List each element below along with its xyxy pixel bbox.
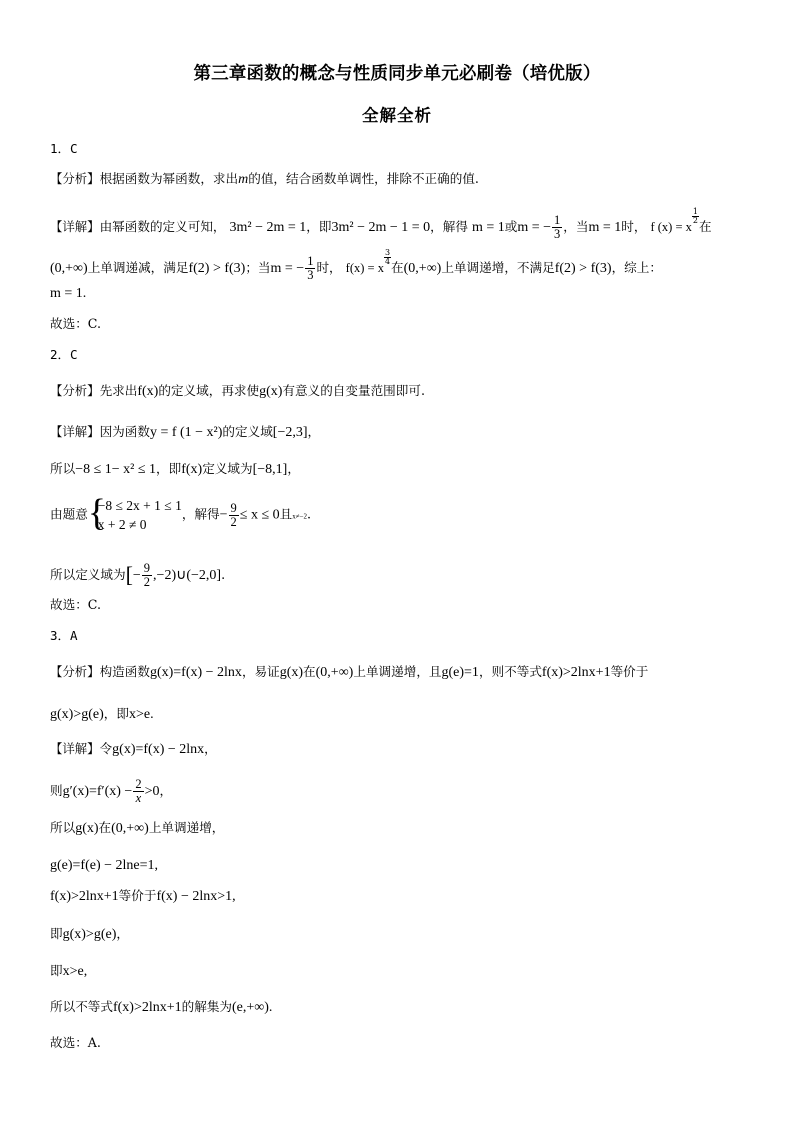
problem-2-answer: 故选：C.: [50, 597, 101, 612]
problem-3-detail-line-3: [50, 820, 224, 837]
problem-3-detail-line-5: [50, 888, 236, 905]
equation-system: { −8 ≤ 2x + 1 ≤ 1 x + 2 ≠ 0: [87, 492, 182, 534]
problem-3-answer: 故选：A.: [50, 1035, 101, 1050]
math-var: m: [238, 172, 249, 187]
problem-2-detail-line-4: 所以定义域为[− $\frac{9}{2}$ ,−2)∪(−2,0].: [50, 561, 226, 589]
math: g(x): [75, 821, 99, 836]
text: 构造函数: [99, 664, 150, 679]
problem-2-detail-line-3: 由题意 { −8 ≤ 2x + 1 ≤ 1 x + 2 ≠ 0 ，解得− $\frac{9}{2}$ ≤ x ≤ 0且x≠−2.: [50, 492, 312, 534]
math: f(x): [137, 384, 159, 399]
text: 且: [279, 506, 293, 522]
math: f(2) > f(3): [188, 261, 246, 276]
fraction: $\frac{1}{3}$: [554, 213, 561, 241]
math-small: x≠−2: [292, 512, 308, 521]
problem-3-analysis-line-2: [50, 706, 154, 723]
analysis-tag: 【分析】: [50, 171, 100, 186]
detail-tag: 【详解】: [50, 219, 100, 234]
problem-1-number: 1．C: [50, 141, 78, 156]
detail-tag: 【详解】: [50, 424, 100, 439]
text: ，解得: [430, 219, 468, 234]
problem-2-analysis: [50, 383, 425, 400]
math: g(x): [279, 665, 304, 680]
math: f(x)>2lnx+1: [112, 1000, 182, 1015]
text: 先求出: [99, 383, 138, 398]
text: 在: [303, 664, 316, 679]
math: [−8,1]: [252, 462, 288, 477]
math: (0,+∞): [111, 821, 149, 836]
math: g′(x)=f′(x) −: [62, 784, 133, 799]
math: >0: [144, 784, 160, 799]
exponent-fraction: $\frac{3}{4}$: [384, 248, 391, 266]
math: g(x)>g(e): [50, 707, 104, 722]
text: 在: [391, 260, 404, 275]
math: ,−2)∪(−2,0]: [153, 568, 222, 583]
math: (e,+∞).: [232, 1000, 273, 1015]
fraction: $\frac{9}{2}$: [143, 561, 151, 589]
problem-1-detail-line-2: [50, 249, 662, 282]
text: ，即: [306, 219, 332, 234]
problem-3-detail-line-1: [50, 741, 217, 758]
text: 有意义的自变量范围即可.: [282, 383, 425, 398]
text: ，: [287, 461, 300, 476]
math: f (x) = x: [650, 220, 692, 234]
text: 时，: [316, 260, 342, 275]
analysis-text: 的值，结合函数单调性，排除不正确的值.: [248, 171, 479, 186]
text: ，解得: [181, 506, 220, 522]
problem-1-answer: 故选：C.: [50, 316, 101, 331]
math: −: [219, 507, 228, 523]
text: 所以: [50, 820, 76, 835]
text: 在: [698, 219, 712, 234]
text: 上单调递增，不满足: [441, 260, 555, 275]
problem-3-detail-line-4: [50, 857, 158, 874]
math: g(e)=f(e) − 2lne=1,: [50, 858, 159, 873]
math: g(x)>g(e): [62, 927, 117, 942]
text: ，则不等式: [478, 664, 542, 679]
math: (0,+∞): [50, 261, 88, 276]
math: −: [132, 568, 141, 583]
math: m = −: [270, 261, 305, 276]
math: f(x) − 2lnx>1,: [156, 889, 236, 904]
document-subtitle: 全解全析: [362, 106, 432, 125]
math: (0,+∞): [315, 665, 354, 680]
text: 令: [99, 741, 113, 756]
problem-1-detail-line-3: [50, 285, 86, 302]
problem-3-number: 3．A: [50, 628, 78, 643]
text: 则: [50, 783, 63, 798]
text: ，: [204, 741, 217, 756]
analysis-tag: 【分析】: [50, 383, 100, 398]
problem-3-detail-line-8: [50, 999, 272, 1016]
math: g(x)=f(x) − 2lnx: [112, 742, 205, 757]
math: x>e.: [128, 707, 154, 722]
fraction: $\frac{9}{2}$: [230, 500, 237, 529]
math: −8 ≤ 1− x² ≤ 1: [75, 462, 157, 477]
math: x>e,: [62, 964, 88, 979]
text: ，: [116, 926, 129, 941]
text: 所以: [50, 461, 76, 476]
problem-3-analysis-line-1: [50, 664, 648, 681]
problem-2-detail-line-2: [50, 461, 300, 478]
text: 即: [50, 963, 63, 978]
text: ，: [307, 424, 321, 439]
text: ，综上：: [611, 260, 662, 275]
text: ，即: [156, 461, 182, 476]
text: 由幂函数的定义可知，: [99, 219, 226, 234]
fraction: $\frac{1}{3}$: [307, 254, 314, 282]
math: m = 1: [471, 220, 505, 235]
math: g(x): [259, 384, 283, 399]
exponent-fraction: $\frac{1}{2}$: [692, 207, 698, 225]
text: 的定义域，再求使: [158, 383, 260, 398]
text: 等价于: [610, 664, 649, 679]
math: f(x) = x: [345, 261, 384, 275]
text: 由题意: [50, 506, 88, 522]
text: 的定义域: [222, 424, 273, 439]
problem-2-number: 2．C: [50, 347, 78, 362]
problem-3-detail-line-7: [50, 963, 87, 980]
text: 或: [504, 219, 518, 234]
problem-2-detail-line-1: [50, 424, 320, 441]
math: f(x)>2lnx+1: [50, 889, 119, 904]
problem-3-detail-line-6: [50, 926, 129, 943]
math: g(e)=1: [441, 665, 479, 680]
detail-tag: 【详解】: [50, 741, 100, 756]
text: ，即: [103, 706, 129, 721]
text: 上单调递减，满足: [87, 260, 189, 275]
document-title: 第三章函数的概念与性质同步单元必刷卷（培优版）: [193, 64, 601, 84]
math: 3m² − 2m − 1 = 0: [331, 220, 431, 235]
text: 的解集为: [181, 999, 233, 1014]
text: 上单调递增，且: [353, 664, 442, 679]
system-row: −8 ≤ 2x + 1 ≤ 1: [97, 498, 182, 513]
text: ，当: [563, 219, 589, 234]
text: 在: [98, 820, 112, 835]
math: [−2,3]: [272, 425, 308, 440]
problem-1-detail-line-1: [50, 208, 712, 241]
problem-3-detail-line-2: [50, 778, 172, 805]
text: 等价于: [118, 888, 157, 903]
text: 上单调递增，: [148, 820, 225, 835]
text: ，: [159, 783, 173, 798]
math: ≤ x ≤ 0: [239, 507, 280, 523]
analysis-tag: 【分析】: [50, 664, 100, 679]
text: 定义域为: [202, 461, 253, 476]
math: y = f (1 − x²): [149, 425, 223, 440]
system-row: x + 2 ≠ 0: [97, 517, 147, 532]
text: 因为函数: [99, 424, 150, 439]
math: f(x): [181, 462, 203, 477]
math: m = 1.: [50, 286, 87, 301]
math: 3m² − 2m = 1: [229, 220, 307, 235]
text: 所以不等式: [50, 999, 113, 1014]
math: m = −: [517, 220, 552, 235]
text: 时，: [621, 219, 647, 234]
bracket: [: [125, 562, 133, 587]
problem-1-analysis: [50, 171, 479, 188]
text: 所以定义域为: [50, 567, 126, 582]
text: 即: [50, 926, 63, 941]
fraction: $\frac{2}{x}$: [135, 777, 142, 805]
analysis-text: 根据函数为幂函数，求出: [99, 171, 239, 186]
text: ；当: [245, 260, 271, 275]
math: f(2) > f(3): [554, 261, 612, 276]
text: ，易证: [241, 664, 280, 679]
math: m = 1: [588, 220, 622, 235]
math: f(x)>2lnx+1: [541, 665, 611, 680]
math: g(x)=f(x) − 2lnx: [149, 665, 242, 680]
math: (0,+∞): [403, 261, 442, 276]
